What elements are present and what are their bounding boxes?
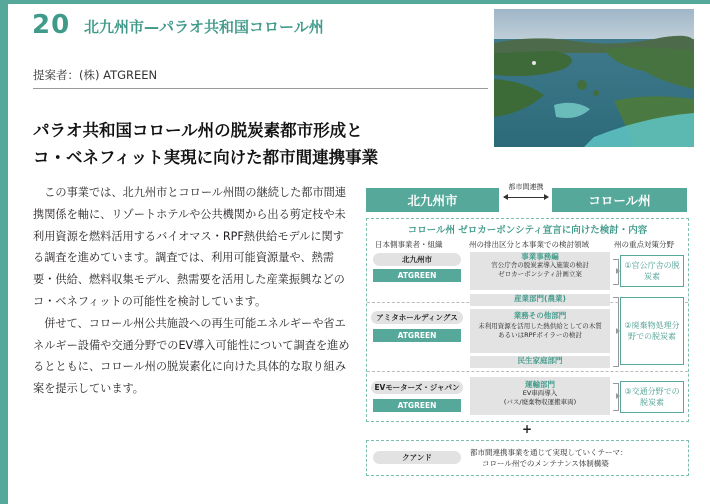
proposer-label: 提案者：(株) ATGREEN	[33, 68, 158, 82]
target-waste: ②廃棄物処理分野での脱炭素	[620, 297, 684, 365]
double-arrow-icon	[504, 197, 548, 198]
org-atgreen: ATGREEN	[373, 329, 461, 342]
target-offices: ①官公庁舎の脱炭素	[620, 255, 684, 287]
area-transport	[470, 377, 610, 415]
headline-line-2: コ・ベネフィット実現に向けた都市間連携事業	[33, 148, 379, 167]
section-title: コロール州 ゼロカーボンシティ宣言に向けた検討・内容	[407, 225, 648, 236]
row-divider	[367, 371, 688, 372]
city-kitakyushu-box: 北九州市	[366, 188, 499, 212]
column-header-orgs: 日本側事業者・組織	[375, 240, 443, 249]
area-office-line: 官公庁舎の脱炭素導入施策の検討	[491, 261, 589, 269]
area-office	[470, 252, 610, 290]
headline-line-1: パラオ共和国コロール州の脱炭素都市形成と	[33, 121, 363, 140]
theme-line-2: コロール州でのメンテナンス体制構築	[482, 459, 609, 468]
left-accent-bar	[0, 0, 8, 504]
theme-text	[470, 447, 628, 469]
top-accent-bar	[0, 0, 710, 4]
area-office-line: ゼロカーボンシティ計画立案	[498, 270, 582, 278]
column-header-areas: 州の排出区分と本事業での検討領域	[469, 240, 589, 249]
column-header-targets: 州の重点対策分野	[614, 240, 674, 249]
area-business-line: 未利用資源を活用した熱供給としての木質あるいはRPFボイラーの検討	[478, 322, 602, 339]
area-industry-title: 産業部門(農業)	[514, 294, 566, 303]
area-transport-line: (バス/廃棄物収運搬車両)	[503, 398, 577, 406]
city-koror-box: コロール州	[552, 188, 687, 212]
area-transport-title: 運輸部門	[525, 380, 555, 389]
org-atgreen: ATGREEN	[373, 399, 461, 412]
area-office-title: 事業事務編	[521, 252, 559, 261]
org-ev-motors: EVモーターズ・ジャパン	[371, 381, 463, 394]
headline	[33, 117, 378, 171]
theme-line-1: 都市間連携事業を通じて実現していくテーマ：	[470, 448, 628, 457]
org-kitakyushu: 北九州市	[373, 253, 461, 266]
area-industry	[470, 294, 610, 306]
aerial-island-photo	[494, 9, 694, 147]
area-business	[470, 309, 610, 353]
body-paragraph-2: 併せて、コロール州公共施設への再生可能エネルギーや省エネルギー設備や交通分野でのEV導入可能性について調査を進めるとともに、コロール州の脱炭素化に向けた具体的な取り組み案を提示しています。	[33, 316, 350, 396]
area-household	[470, 356, 610, 368]
area-household-title: 民生家庭部門	[517, 356, 563, 365]
org-amita: アミタホールディングス	[371, 311, 463, 324]
divider	[33, 88, 488, 89]
project-title: 北九州市—パラオ共和国コロール州	[84, 18, 324, 36]
study-content-box	[366, 218, 689, 422]
connection-label: 都市間連携	[508, 183, 544, 191]
project-number: 20	[32, 10, 71, 40]
theme-box	[366, 440, 689, 476]
body-text	[33, 182, 351, 400]
plus-sign: +	[522, 422, 533, 436]
area-business-title: 業務その他部門	[513, 311, 567, 320]
area-transport-line: EV車両導入	[522, 389, 558, 397]
cooperation-diagram	[362, 180, 698, 504]
target-transport: ③交通分野での脱炭素	[620, 381, 684, 413]
org-atgreen: ATGREEN	[373, 269, 461, 282]
org-kuando: クアンド	[373, 451, 461, 464]
body-paragraph-1: この事業では、北九州市とコロール州間の継続した都市間連携関係を軸に、リゾートホテルや公共機関から出る剪定枝や未利用資源を燃料活用するバイオマス・RPF熱供給モデルに関する調査を進めています。調査では、利用可能資源量や、熱需要・供給、燃料収集モデル、熱需要を活用した産業振興などのコ・ベネフィットの可能性を検討しています。	[33, 186, 347, 308]
